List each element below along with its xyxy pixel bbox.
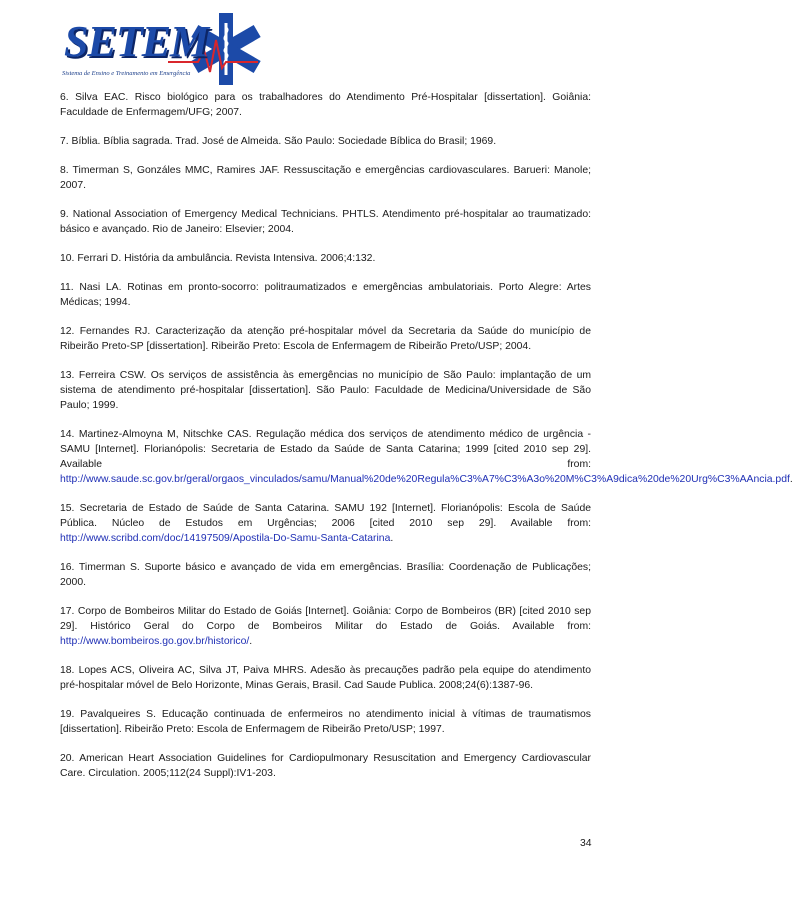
reference-text: 13. Ferreira CSW. Os serviços de assistência às emergências no município de São Paulo: implantação de um sistema de atendimento pré-hospitalar [dissertation]. São Paulo: Faculdade de Medicina/Universidade de São Paulo; 1999.: [60, 370, 591, 411]
reference-text: 15. Secretaria de Estado de Saúde de Santa Catarina. SAMU 192 [Internet]. Florianópolis: Escola de Saúde Pública. Núcleo de Estudos em Urgências; 2006 [cited 2010 sep 29]. Available from:: [60, 503, 591, 529]
reference-text: 9. National Association of Emergency Medical Technicians. PHTLS. Atendimento pré-hospitalar ao traumatizado: básico e avançado. Rio de Janeiro: Elsevier; 2004.: [60, 209, 591, 235]
reference-text: 7. Bíblia. Bíblia sagrada. Trad. José de Almeida. São Paulo: Sociedade Bíblica do Brasil; 1969.: [60, 136, 497, 147]
logo-subtitle: Sistema de Ensino e Treinamento em Emergência: [62, 70, 191, 77]
reference-item: [60, 501, 591, 546]
reference-item: [60, 280, 591, 310]
reference-text: 8. Timerman S, Gonzáles MMC, Ramires JAF. Ressuscitação e emergências cardiovasculares. Barueri: Manole; 2007.: [60, 165, 591, 191]
reference-text: 18. Lopes ACS, Oliveira AC, Silva JT, Paiva MHRS. Adesão às precauções padrão pela equipe do atendimento pré-hospitalar móvel de Belo Horizonte, Minas Gerais, Brasil. Cad Saude Publica. 2008;24(6):1387-96.: [60, 665, 591, 691]
reference-item: [60, 324, 591, 354]
reference-list: [60, 90, 793, 795]
reference-punctuation: .: [789, 474, 793, 485]
reference-item: [60, 207, 591, 237]
reference-item: [60, 604, 591, 649]
reference-item: [60, 368, 591, 413]
reference-link[interactable]: http://www.bombeiros.go.gov.br/historico/: [60, 636, 250, 647]
reference-item: [60, 427, 793, 487]
reference-item: [60, 751, 591, 781]
reference-item: [60, 663, 591, 693]
reference-punctuation: .: [390, 533, 394, 544]
reference-punctuation: .: [249, 636, 253, 647]
reference-text: 17. Corpo de Bombeiros Militar do Estado de Goiás [Internet]. Goiânia: Corpo de Bombeiros (BR) [cited 2010 sep 29]. Histórico Geral do Corpo de Bombeiros Militar do Estado de Goiás. Available from:: [60, 606, 591, 632]
setem-logo: [58, 10, 258, 88]
reference-link[interactable]: http://www.saude.sc.gov.br/geral/orgaos_vinculados/samu/Manual%20de%20Regula%C3%A7%C3%A3o%20M%C3%A9dica%20de%20Urg%C3%AAncia.pdf: [60, 474, 790, 485]
reference-item: [60, 163, 591, 193]
page-number: 34: [580, 838, 592, 849]
reference-item: [60, 134, 591, 149]
reference-text: 11. Nasi LA. Rotinas em pronto-socorro: politraumatizados e emergências ambulatoriais. Porto Alegre: Artes Médicas; 1994.: [60, 282, 591, 308]
reference-text: 10. Ferrari D. História da ambulância. Revista Intensiva. 2006;4:132.: [60, 253, 376, 264]
reference-item: [60, 90, 591, 120]
reference-text: 16. Timerman S. Suporte básico e avançado de vida em emergências. Brasília: Coordenação de Publicações; 2000.: [60, 562, 591, 588]
reference-item: [60, 251, 591, 266]
logo-wordmark: SETEM: [64, 17, 209, 66]
reference-text: 20. American Heart Association Guidelines for Cardiopulmonary Resuscitation and Emergency Cardiovascular Care. Circulation. 2005;112(24 Suppl):IV1-203.: [60, 753, 591, 779]
reference-item: [60, 707, 591, 737]
reference-text: 14. Martinez-Almoyna M, Nitschke CAS. Regulação médica dos serviços de atendimento médico de urgência - SAMU [Internet]. Florianópolis: Secretaria de Estado da Saúde de Santa Catarina; 1999 [cited 2010 sep 29]. Available from:: [60, 429, 591, 470]
reference-text: 12. Fernandes RJ. Caracterização da atenção pré-hospitalar móvel da Secretaria da Saúde do município de Ribeirão Preto-SP [dissertation]. Ribeirão Preto: Escola de Enfermagem de Ribeirão Preto/USP; 2004.: [60, 326, 591, 352]
reference-link[interactable]: http://www.scribd.com/doc/14197509/Apostila-Do-Samu-Santa-Catarina: [60, 533, 391, 544]
reference-text: 6. Silva EAC. Risco biológico para os trabalhadores do Atendimento Pré-Hospitalar [dissertation]. Goiânia: Faculdade de Enfermagem/UFG; 2007.: [60, 92, 591, 118]
reference-text: 19. Pavalqueires S. Educação continuada de enfermeiros no atendimento inicial à vítimas de traumatismos [dissertation]. Ribeirão Preto: Escola de Enfermagem de Ribeirão Preto/USP; 1997.: [60, 709, 591, 735]
reference-item: [60, 560, 591, 590]
